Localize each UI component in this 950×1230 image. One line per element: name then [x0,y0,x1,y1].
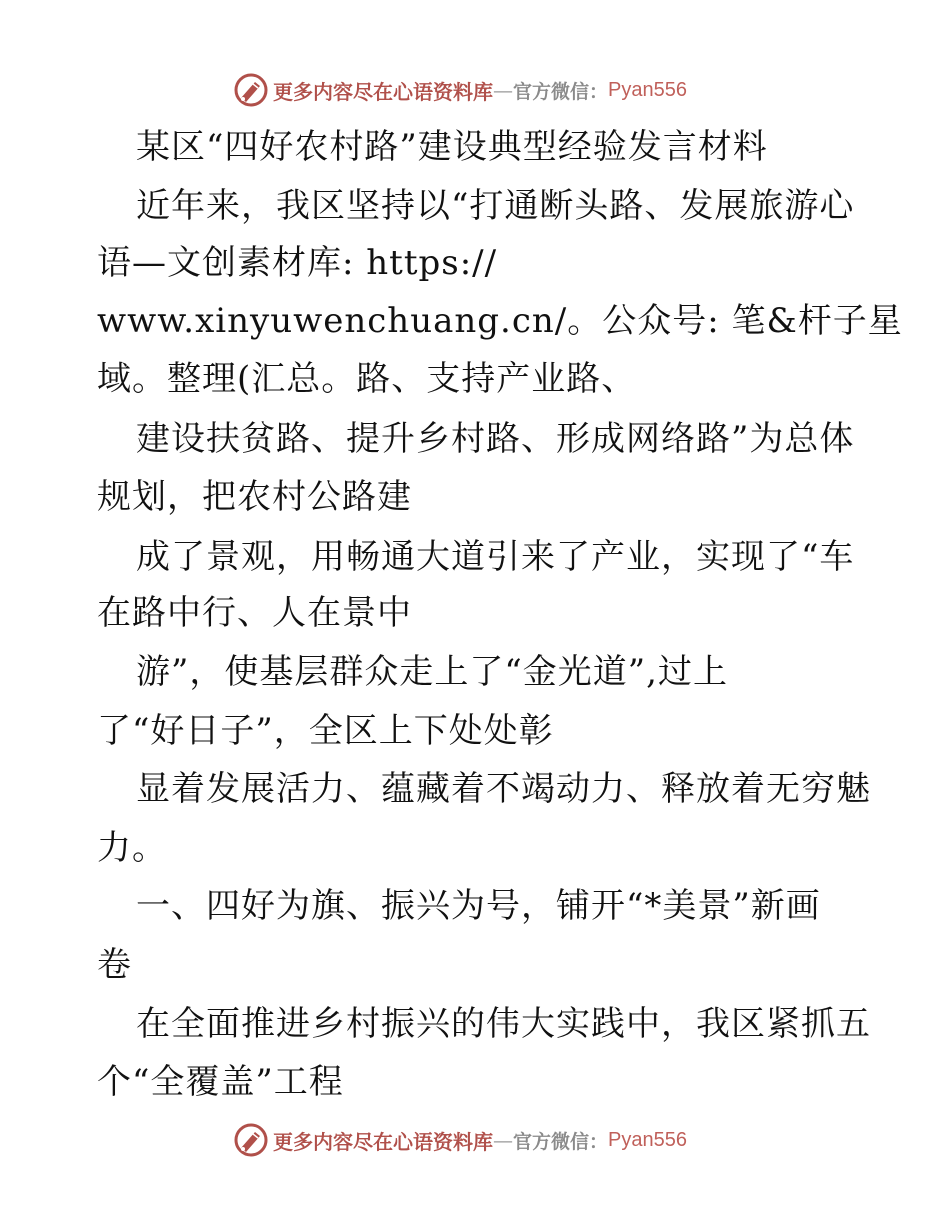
header-watermark-banner [233,70,687,110]
text-line: 规划，把农村公路建 [97,477,412,517]
section-heading: 一、四好为旗、振兴为号，铺开“*美景”新画 [136,886,821,926]
text-line: 语—文创素材库: https:// [97,243,498,283]
banner-wechat-label: 官方微信： [513,80,609,103]
text-line: 了“好日子”，全区上下处处彰 [97,711,554,751]
banner-main-text: 更多内容尽在心语资料库 [273,79,493,104]
banner-main-text: 更多内容尽在心语资料库 [273,1129,493,1154]
banner-dash: — [493,1128,513,1152]
banner-dash: — [493,78,513,102]
text-line: www.xinyuwenchuang.cn/。公众号: 笔&杆子星 [97,301,903,341]
text-line: 力。 [97,828,167,868]
banner-wechat-label: 官方微信： [513,1130,609,1153]
banner-wechat-id: Pyan556 [608,78,687,101]
footer-watermark-banner [233,1120,687,1160]
banner-wechat-id: Pyan556 [608,1128,687,1151]
text-line: 在路中行、人在景中 [97,593,412,633]
pen-logo-icon [233,1122,269,1158]
document-title: 某区“四好农村路”建设典型经验发言材料 [136,127,768,167]
text-line: 域。整理(汇总。路、支持产业路、 [97,359,637,399]
text-line: 游”，使基层群众走上了“金光道”,过上 [136,652,728,692]
text-line: 个“全覆盖”工程 [97,1062,344,1102]
text-line: 建设扶贫路、提升乡村路、形成网络路”为总体 [136,419,855,459]
text-line: 在全面推进乡村振兴的伟大实践中，我区紧抓五 [136,1004,871,1044]
text-line: 显着发展活力、蕴藏着不竭动力、释放着无穷魅 [136,769,871,809]
text-line: 成了景观，用畅通大道引来了产业，实现了“车 [136,537,855,577]
text-line: 近年来，我区坚持以“打通断头路、发展旅游心 [136,186,855,226]
pen-logo-icon [233,72,269,108]
section-heading-continued: 卷 [97,945,132,985]
